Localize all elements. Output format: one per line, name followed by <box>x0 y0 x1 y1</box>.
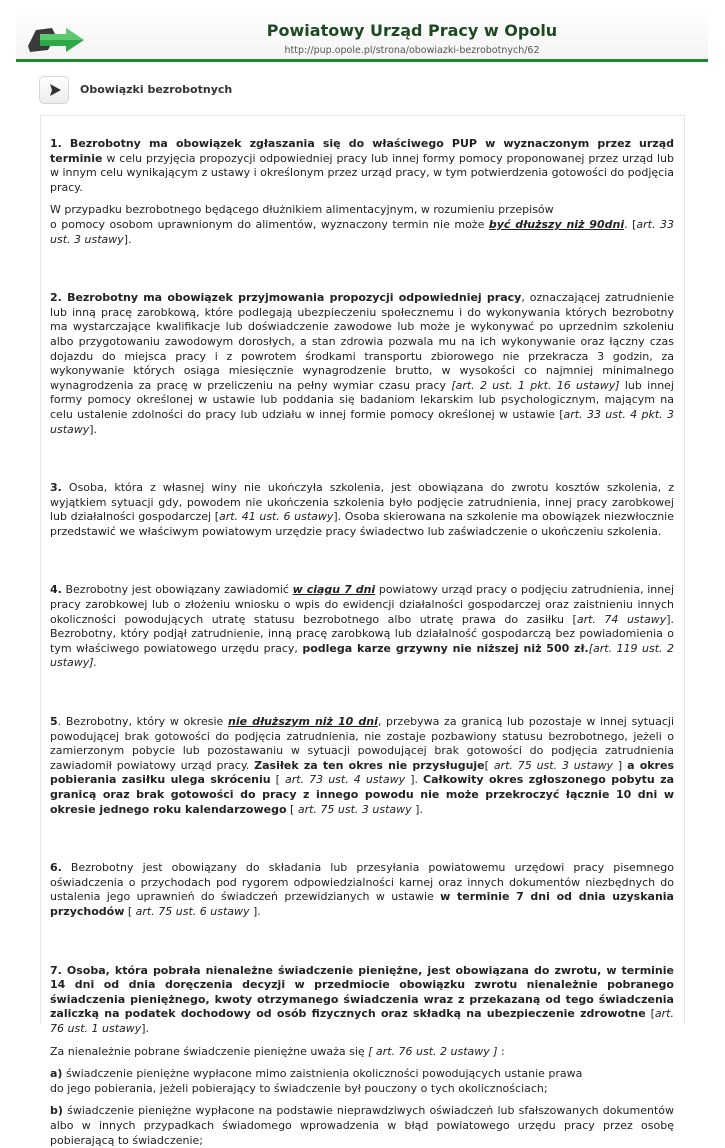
duty-6-ref-close: ]. <box>249 904 261 918</box>
duty-3-legal-ref: art. 41 ust. 6 ustawy <box>219 510 334 524</box>
duty-5-number: 5 <box>50 715 58 729</box>
duty-1-alimony-line1: W przypadku bezrobotnego będącego dłużnikiem alimentacyjnym, w rozumieniu przepisów <box>50 203 554 217</box>
duty-7-heading: 7. Osoba, która pobrała nienależne świadczenie pieniężne, jest obowiązana do zwrotu, w terminie 14 dni od dnia doręczenia decyzji w przedmiocie obowiązku zwrotu nienależnie pobranego świadczenia pieniężnego, kwoty otrzymanego świadczenia wraz z przekazaną od tego świadczenia zaliczką na podatek dochodowy od osób fizycznych oraz składką na ubezpieczenie zdrowotne <box>50 963 674 1021</box>
duty-2-text: , oznaczającej zatrudnienie lub inną pracę zarobkową, które podlegają ubezpieczeniu społecznemu i do wykonywania których bezrobotny ma wystarczające kwalifikacje lub doświadczenie zawodowe lub może je wykonywać po uprzednim szkoleniu albo przygotowaniu zawodowym dorosłych, a stan zdrowia pozwala mu na ich wykonywanie oraz łączny czas dojazdu do miejsca pracy i z powrotem środkami transportu zbiorowego nie przekracza 3 godzin, za wykonywanie których osiąga miesięcznie wynagrodzenie brutto, w wysokości co najmniej minimalnego wynagrodzenia za pracę w przeliczeniu na pełny wymiar czasu pracy <box>50 291 674 392</box>
duty-5-text: . Bezrobotny, który w okresie <box>57 715 228 729</box>
duty-7-item-b-label: b) <box>50 1104 63 1118</box>
duty-2-text-2: lub innej formy pomocy określonej w ustawie lub poddania się badaniom lekarskim lub psychologicznym, mającym na celu ustalenie zdolności do pracy lub udziału w innej formie pomocy określonej w ustawie [ <box>50 378 674 421</box>
duty-4-deadline: w ciągu 7 dni <box>292 583 376 597</box>
duty-3-paragraph <box>50 481 674 539</box>
duty-5-ref-open-1: [ <box>484 758 494 772</box>
header-divider <box>16 59 708 62</box>
duty-5-ref-open-3: [ <box>286 802 298 816</box>
duty-6-ref-open: [ <box>124 904 136 918</box>
duty-6-paragraph <box>50 861 674 919</box>
duty-2-heading: 2. Bezrobotny ma obowiązek przyjmowania propozycji odpowiedniej pracy <box>50 291 522 305</box>
duty-7-item-a-line2: do jego pobierania, jeżeli pobierający to świadczenie był pouczony o tych okolicznościach; <box>50 1081 548 1095</box>
duty-5-text-2: , przebywa za granicą lub pozostaje w innej sytuacji powodującej brak gotowości do podjęcia zatrudnienia, nie zostaje pozbawiony statusu bezrobotnego, jeżeli o zamierzonym pobycie lub pozostawaniu w sytuacji powodującej brak gotowości do podjęcia zatrudnienia zawiadomił powiatowy urząd pracy. <box>50 715 674 772</box>
duty-2-end: ]. <box>89 422 98 436</box>
duty-7-definition-end: : <box>497 1044 505 1058</box>
duty-3-number: 3. <box>50 481 62 495</box>
duty-2-legal-ref-1: [art. 2 ust. 1 pkt. 16 ustawy] <box>451 378 620 392</box>
section-button[interactable] <box>39 76 69 104</box>
duty-5-ref-close-2: ]. <box>405 773 424 787</box>
duty-5-legal-ref-3: art. 75 ust. 3 ustawy <box>297 802 412 816</box>
duty-7-item-b-text: świadczenie pieniężne wypłacone na podstawie nieprawdziwych oświadczeń lub sfałszowanych dokumentów albo w innych przypadkach świadomego wprowadzenia w błąd powiatowego urzędu pracy przez osobę pobierającą to świadczenie; <box>50 1104 674 1147</box>
duty-4-paragraph <box>50 583 674 671</box>
duty-4-penalty: podlega karze grzywny nie niższej niż 500 zł. <box>302 641 589 655</box>
duty-5-bold-1: Zasiłek za ten okres nie przysługuje <box>254 758 485 772</box>
duty-4-number: 4. <box>50 583 62 597</box>
duty-7-ref-close: ]. <box>141 1021 150 1035</box>
duty-7-definition-text: Za nienależnie pobrane świadczenie pieniężne uważa się <box>50 1044 369 1058</box>
duty-7-definition-ref: [ art. 76 ust. 2 ustawy ] <box>368 1044 498 1058</box>
duty-7-item-a-label: a) <box>50 1067 63 1081</box>
duty-5-ref-open-2: [ <box>270 773 286 787</box>
duty-7-definition <box>50 1045 674 1060</box>
duty-7-legal-ref: art. 76 ust. 1 ustawy <box>50 1007 674 1035</box>
duty-5-bold-2: a okres pobierania zasiłku ulega skróceniu <box>50 758 674 787</box>
duty-7-item-a <box>50 1067 674 1096</box>
duty-7-paragraph <box>50 964 674 1037</box>
site-header <box>16 0 708 62</box>
duty-1-separator: . [ <box>624 217 637 231</box>
duty-5-legal-ref-1: art. 75 ust. 3 ustawy <box>493 758 614 772</box>
duty-4-text-3: ]. Bezrobotny, który podjął zatrudnienie, inną pracę zarobkową lub działalność gospodarczą bez powiadomienia o tym właściwego powiatowego urzędu pracy, <box>50 612 675 655</box>
duty-6-number: 6. <box>50 861 62 875</box>
duty-5-ref-close-1: ] <box>613 758 628 772</box>
duty-4-legal-ref-2: [art. 119 ust. 2 ustawy]. <box>50 641 674 670</box>
duty-1-end: ]. <box>123 232 132 246</box>
duty-3-text-2: ]. Osoba skierowana na szkolenie ma obowiązek niezwłocznie przedstawić we właściwym powiatowym urzędzie pracy świadectwo lub zaświadczenie o ukończeniu szkolenia. <box>50 510 674 538</box>
duty-1-alimony-line2: o pomocy osobom uprawnionym do alimentów, wyznaczony termin nie może <box>50 217 489 231</box>
duty-4-text-2: powiatowy urząd pracy o podjęciu zatrudnienia, innej pracy zarobkowej lub o złożeniu wniosku o wpis do ewidencji działalności gospodarczej oraz zaistnieniu innych okoliczności powodujących utratę statusu bezrobotnego albo utratę prawa do zasiłku [ <box>50 583 675 626</box>
duty-1-deadline: być dłuższy niż 90dni <box>488 217 625 231</box>
duty-2-paragraph <box>50 291 674 437</box>
duty-1-text: w celu przyjęcia propozycji odpowiedniej pracy lub innej formy pomocy proponowanej przez urząd lub w innym celu wynikającym z ustawy i określonym przez urząd pracy, w tym potwierdzenia gotowości do podjęcia pracy. <box>50 151 674 194</box>
duty-7-item-b <box>50 1104 674 1148</box>
page-url: http://pup.opole.pl/strona/obowiazki-bezrobotnych/62 <box>284 45 540 56</box>
duty-4-text: Bezrobotny jest obowiązany zawiadomić <box>61 583 293 597</box>
duty-5-bold-3: Całkowity okres zgłoszonego pobytu za granicą oraz brak gotowości do pracy z innego powodu nie może przekroczyć łącznie 10 dni w okresie jednego roku kalendarzowego <box>50 773 674 816</box>
duty-6-deadline: w terminie 7 dni od dnia uzyskania przychodów <box>50 890 674 918</box>
duty-7-item-a-line1: świadczenie pieniężne wypłacone mimo zaistnienia okoliczności powodujących ustanie prawa <box>62 1067 583 1081</box>
duty-2-legal-ref-2: art. 33 ust. 4 pkt. 3 ustawy <box>50 407 674 436</box>
duty-6-text: Bezrobotny jest obowiązany do składania lub przesyłania powiatowemu urzędowi pracy pisemnego oświadczenia o przychodach pod rygorem odpowiedzialności karnej oraz innych dokumentów niezbędnych do ustalenia jego uprawnień do świadczeń przewidzianych w ustawie <box>50 861 674 904</box>
duty-5-paragraph <box>50 715 674 817</box>
duty-1-paragraph <box>50 137 674 195</box>
duty-3-text: Osoba, która z własnej winy nie ukończyła szkolenia, jest obowiązana do zwrotu kosztów szkolenia, z wyjątkiem sytuacji gdy, powodem nie ukończenia szkolenia było podjęcie zatrudnienia, innej pracy zarobkowej lub działalności gospodarczej [ <box>50 481 674 524</box>
section-title: Obowiązki bezrobotnych <box>80 83 233 96</box>
duty-4-legal-ref: art. 74 ustawy <box>576 612 667 626</box>
site-title: Powiatowy Urząd Pracy w Opolu <box>266 21 558 40</box>
play-arrow-icon <box>48 83 62 97</box>
duty-5-deadline: nie dłuższym niż 10 dni <box>227 715 378 729</box>
duty-6-legal-ref: art. 75 ust. 6 ustawy <box>135 904 250 918</box>
duty-1-alimony-paragraph <box>50 203 674 247</box>
article-body <box>50 137 674 1148</box>
duty-1-legal-ref: art. 33 ust. 3 ustawy <box>50 217 674 246</box>
duty-1-heading: 1. Bezrobotny ma obowiązek zgłaszania się do właściwego PUP w wyznaczonym przez urząd terminie <box>50 137 674 165</box>
duty-5-legal-ref-2: art. 73 ust. 4 ustawy <box>285 773 406 787</box>
duty-7-ref-open: [ <box>645 1007 655 1021</box>
duty-5-ref-close-3: ]. <box>411 802 423 816</box>
